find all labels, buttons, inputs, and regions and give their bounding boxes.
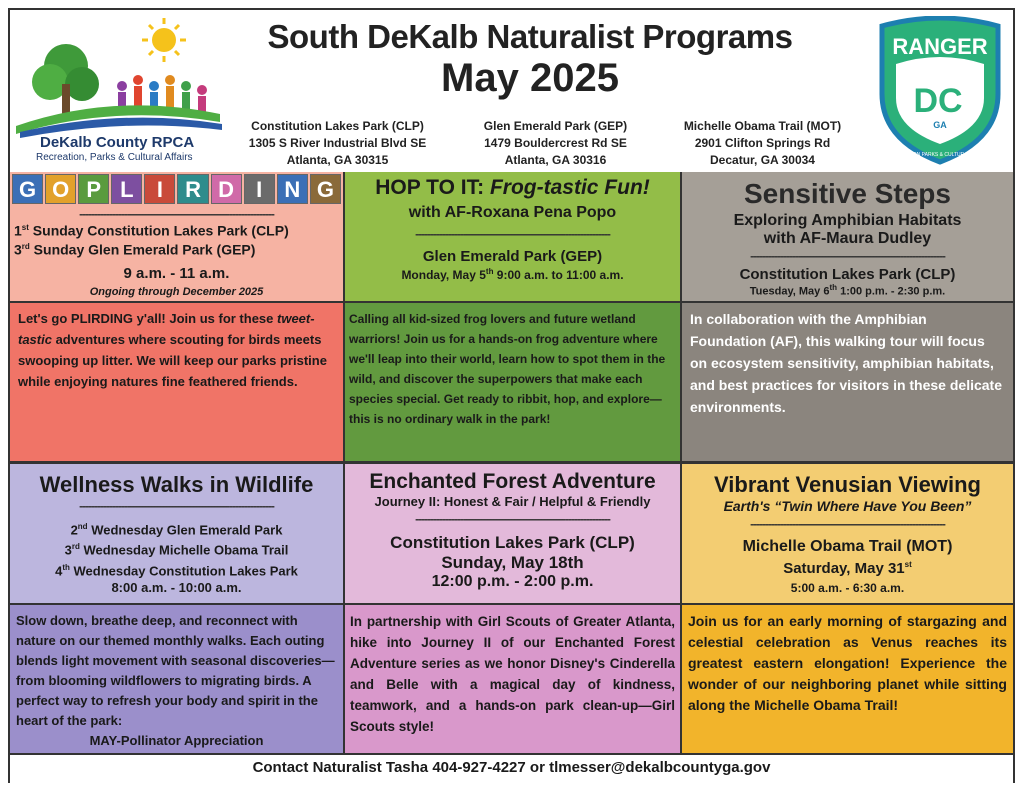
venus-date <box>682 560 1013 577</box>
logo-name: DeKalb County RPCA <box>40 134 195 151</box>
forest-title: Enchanted Forest Adventure <box>369 470 656 493</box>
ordinal-suffix: nd <box>77 522 88 531</box>
wellness-line-1 <box>10 518 343 538</box>
frog-title-italic: Frog-tastic Fun! <box>489 176 650 199</box>
frog-park: Glen Emerald Park (GEP) <box>422 248 603 265</box>
plirding-line-1 <box>14 220 343 239</box>
badge-ga: GA <box>933 120 947 130</box>
ordinal-suffix: st <box>21 223 29 232</box>
ordinal: 1 <box>14 222 22 239</box>
park-city: Atlanta, GA 30315 <box>286 153 389 167</box>
park-name: Constitution Lakes Park (CLP) <box>251 119 424 133</box>
plirding-header <box>10 172 345 301</box>
steps-title: Sensitive Steps <box>744 178 951 209</box>
park-name: Glen Emerald Park (GEP) <box>483 119 628 133</box>
wellness-theme: MAY-Pollinator Appreciation <box>89 733 264 748</box>
steps-park: Constitution Lakes Park (CLP) <box>739 266 956 283</box>
venus-subtitle: Earth's “Twin Where Have You Been” <box>723 498 972 514</box>
forest-park: Constitution Lakes Park (CLP) <box>390 533 635 552</box>
plirding-letter-tile: L <box>111 174 142 204</box>
venus-title: Vibrant Venusian Viewing <box>714 472 981 497</box>
forest-date: Sunday, May 18th <box>441 553 584 572</box>
park-city: Atlanta, GA 30316 <box>504 153 607 167</box>
plirding-letter-tile: D <box>211 174 242 204</box>
steps-header <box>682 172 1013 301</box>
frog-title <box>345 176 680 200</box>
divider: ----------------------------------------------------------------- <box>415 512 610 526</box>
plirding-letter-tile: G <box>12 174 43 204</box>
date-suffix: st <box>904 560 912 569</box>
time-text: 1:00 p.m. - 2:30 p.m. <box>837 285 946 298</box>
schedule-text: Sunday Glen Emerald Park (GEP) <box>29 241 256 258</box>
park-gep-address <box>448 118 663 169</box>
date-suffix: th <box>485 267 494 276</box>
plirding-schedule <box>10 220 343 257</box>
park-name: Michelle Obama Trail (MOT) <box>683 119 842 133</box>
steps-description: In collaboration with the Amphibian Foundation (AF), this walking tour will focus on ecosystem sensitivity, amphibian habitats, and best practices for visitors in these delicate environments. <box>682 301 1013 461</box>
wellness-time: 8:00 a.m. - 10:00 a.m. <box>111 579 242 595</box>
divider: ----------------------------------------------------------------- <box>79 207 274 221</box>
park-mot-address <box>655 118 870 169</box>
wellness-title: Wellness Walks in Wildlife <box>39 472 314 497</box>
wellness-line-2 <box>10 538 343 558</box>
plirding-ongoing: Ongoing through December 2025 <box>89 286 264 299</box>
time-text: 9:00 a.m. to 11:00 a.m. <box>493 268 624 282</box>
plirding-letter-tile: O <box>45 174 76 204</box>
schedule-text: Wednesday Michelle Obama Trail <box>79 542 289 558</box>
flyer-page <box>8 8 1015 783</box>
plirding-letter-tile: N <box>277 174 308 204</box>
plirding-letter-tile: R <box>177 174 208 204</box>
divider: ----------------------------------------------------------------- <box>415 227 610 241</box>
divider: ----------------------------------------------------------------- <box>750 517 945 531</box>
plirding-letter-tile: G <box>310 174 341 204</box>
date-text: Saturday, May 31 <box>783 560 905 577</box>
plirding-description <box>10 301 345 461</box>
desc-text: Slow down, breathe deep, and reconnect with nature on our themed monthly walks. Each outing blends light movement with seasonal discoveries—from blooming wildflowers to migrating birds. A perfect way to refresh your body and spirit in the heart of the park: <box>16 613 335 728</box>
ordinal: 4 <box>55 562 63 578</box>
forest-header <box>345 461 682 603</box>
ordinal-suffix: rd <box>71 542 80 552</box>
schedule-text: Sunday Constitution Lakes Park (CLP) <box>28 222 289 239</box>
plirding-letter-tile: I <box>244 174 275 204</box>
header <box>10 10 1013 174</box>
park-street: 1479 Bouldercrest Rd SE <box>484 136 627 150</box>
forest-journey: Journey II: Honest & Fair / Helpful & Friendly <box>374 494 651 509</box>
ordinal-suffix: rd <box>21 241 30 251</box>
divider: ----------------------------------------------------------------- <box>79 499 274 513</box>
ordinal: 3 <box>64 542 72 558</box>
contact-footer: Contact Naturalist Tasha 404-927-4227 or tlmesser@dekalbcountyga.gov <box>10 753 1013 783</box>
venus-description: Join us for an early morning of stargazing and celestial celebration as Venus reaches its greatest eastern elongation! Experience the wonder of our neighboring planet while sitting along the Michelle Obama Trail! <box>682 603 1013 753</box>
plirding-letter-tile: I <box>144 174 175 204</box>
park-clp-address <box>230 118 445 169</box>
date-suffix: th <box>829 283 838 292</box>
date-text: Tuesday, May 6 <box>749 285 830 298</box>
forest-time: 12:00 p.m. - 2:00 p.m. <box>431 573 594 590</box>
wellness-header <box>10 461 345 603</box>
venus-header <box>682 461 1013 603</box>
divider: ----------------------------------------------------------------- <box>750 249 945 263</box>
wellness-description <box>10 603 345 753</box>
desc-text: Let's go PLIRDING y'all! Join us for these <box>18 311 277 326</box>
park-street: 1305 S River Industrial Blvd SE <box>248 136 427 150</box>
frog-presenter: with AF-Roxana Pena Popo <box>408 204 617 221</box>
date-text: Monday, May 5 <box>401 268 486 282</box>
wellness-line-3 <box>10 559 343 579</box>
steps-date <box>682 283 1013 298</box>
frog-description: Calling all kid-sized frog lovers and future wetland warriors! Join us for a hands-on frog adventure where we'll leap into their world, learn how to spot them in the wild, and discover the superpowers that make each species special. Get ready to ribbit, hop, and explore—this is no ordinary walk in the park! <box>345 301 682 461</box>
desc-text: adventures where scouting for birds meets swooping up litter. We will keep our parks pristine while enjoying natures fine feathered friends. <box>18 332 327 389</box>
badge-ranger-text: RANGER <box>892 34 988 59</box>
wellness-schedule <box>10 518 343 596</box>
page-title: South DeKalb Naturalist Programs <box>267 18 793 55</box>
frog-date <box>345 267 680 282</box>
forest-description: In partnership with Girl Scouts of Greater Atlanta, hike into Journey II of our Enchanted Forest Adventure series as we honor Disney's Cinderella and Belle with a magical day of kindness, teamwork, and a hands-on park clean-up—Girl Scouts style! <box>345 603 682 753</box>
plirding-time: 9 a.m. - 11 a.m. <box>123 265 230 283</box>
ordinal: 2 <box>70 522 78 538</box>
steps-presenter: with AF-Maura Dudley <box>763 230 932 247</box>
ordinal: 3 <box>14 241 22 258</box>
page-month: May 2025 <box>441 56 619 100</box>
venus-park: Michelle Obama Trail (MOT) <box>742 538 953 555</box>
ranger-badge-logo <box>874 16 1006 166</box>
desc-italic: tweet-tastic <box>18 311 315 347</box>
steps-subtitle: Exploring Amphibian Habitats <box>733 212 962 229</box>
badge-arc-text: RECREATION PARKS & CULTURAL AFFAIRS <box>887 152 993 158</box>
venus-time: 5:00 a.m. - 6:30 a.m. <box>790 581 905 595</box>
logo-subtitle: Recreation, Parks & Cultural Affairs <box>36 152 193 163</box>
schedule-text: Wednesday Glen Emerald Park <box>87 522 283 538</box>
park-city: Decatur, GA 30034 <box>710 153 815 167</box>
park-street: 2901 Clifton Springs Rd <box>694 136 831 150</box>
schedule-text: Wednesday Constitution Lakes Park <box>69 562 298 578</box>
plirding-letter-tile: P <box>78 174 109 204</box>
badge-monogram: DC <box>913 82 963 120</box>
ordinal-suffix: th <box>62 562 70 572</box>
plirding-line-2 <box>14 239 343 258</box>
frog-header <box>345 172 682 301</box>
plirding-banner <box>10 172 343 204</box>
frog-title-text: HOP TO IT: <box>375 176 490 199</box>
